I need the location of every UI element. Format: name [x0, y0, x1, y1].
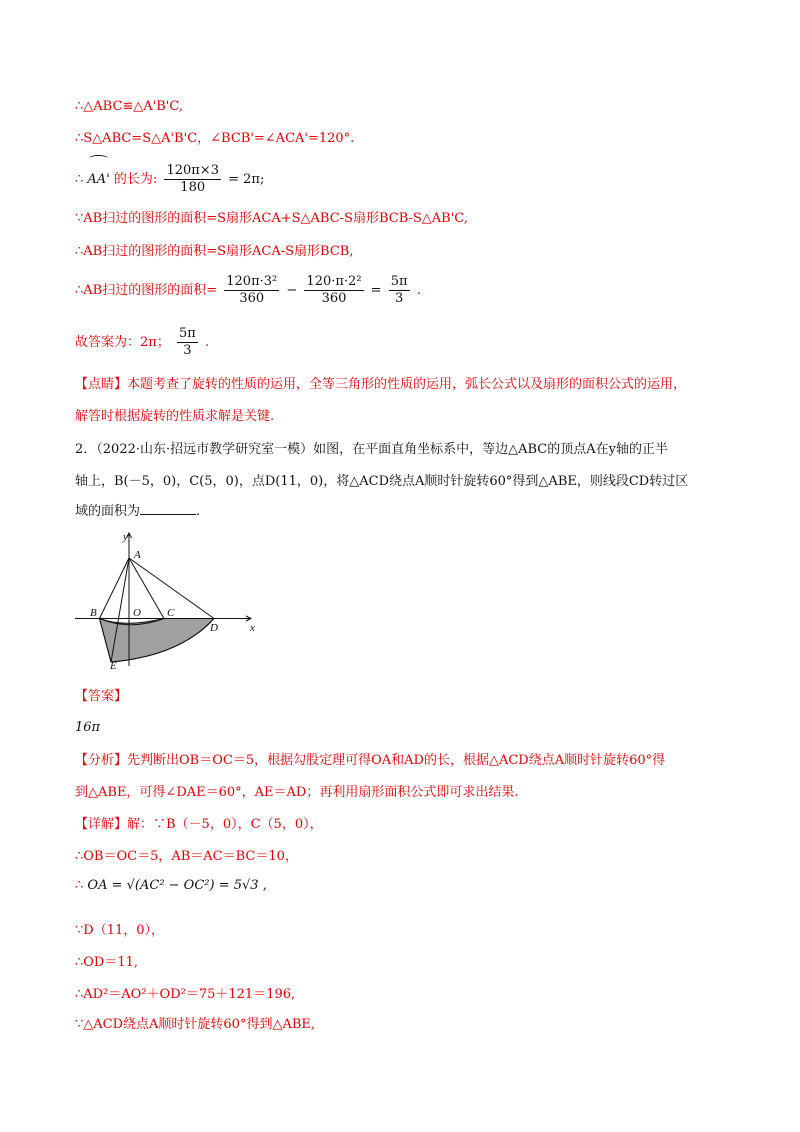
text: 故答案为：2π；: [75, 335, 170, 350]
analysis-line: 【分析】先判断出OB＝OC＝5，根据勾股定理可得OA和AD的长，根据△ACD绕点A顺时针旋转60°得: [75, 753, 666, 768]
question-line: [75, 503, 200, 521]
fraction-numerator: 120π·3²: [226, 274, 278, 289]
formula: OA = √(AC² − OC²) = 5√3: [87, 878, 259, 893]
period: .: [196, 504, 201, 519]
answer-value: 16π: [75, 720, 101, 735]
arc-label: AA': [87, 160, 109, 200]
fraction: [177, 326, 198, 359]
fraction: [224, 274, 279, 307]
detail-line: [75, 872, 267, 900]
fraction-numerator: 5π: [390, 274, 408, 289]
fraction-numerator: 120·π·2²: [306, 274, 362, 289]
geometry-figure: [70, 528, 270, 670]
label-y: y: [123, 531, 128, 543]
minus-sign: −: [286, 283, 298, 298]
label-D: D: [210, 622, 218, 634]
detail-line: 【详解】解：∵B（－5，0），C（5，0），: [75, 817, 323, 832]
fraction-denominator: 180: [180, 180, 206, 195]
fraction-denominator: 360: [321, 291, 347, 306]
solution-line: ∴△ABC≌△A'B'C,: [75, 99, 183, 114]
label-E: E: [110, 660, 117, 670]
answer-label: 【答案】: [75, 689, 128, 704]
fraction-denominator: 360: [239, 291, 265, 306]
detail-line: ∵D（11，0），: [75, 923, 165, 938]
comment-line: 【点睛】本题考查了旋转的性质的运用，全等三角形的性质的运用，弧长公式以及扇形的面积公式的运用，: [75, 377, 687, 392]
fraction-denominator: 3: [394, 291, 404, 306]
therefore-symbol: ∴: [75, 172, 84, 187]
fraction-denominator: 3: [183, 343, 192, 358]
text: ∴AB扫过的图形的面积=: [75, 283, 218, 298]
label-A: A: [134, 549, 141, 561]
detail-line: ∴OB＝OC＝5，AB＝AC＝BC＝10，: [75, 849, 298, 864]
label-x: x: [250, 622, 255, 634]
answer-blank: [140, 514, 196, 515]
solution-line: ∵AB扫过的图形的面积=S扇形ACA+S△ABC-S扇形BCB-S△AB'C,: [75, 211, 468, 226]
comma: ,: [262, 878, 267, 893]
question-line: 轴上，B(－5，0)，C(5，0)，点D(11，0)，将△ACD绕点A顺时针旋转60°得到△ABE，则线段CD转过区: [75, 474, 689, 489]
solution-line: ∴AB扫过的图形的面积=S扇形ACA-S扇形BCB,: [75, 244, 354, 259]
fraction: [164, 163, 221, 196]
equals-sign: =: [370, 283, 382, 298]
question-line: 2．（2022·山东·招远市教学研究室一模）如图，在平面直角坐标系中，等边△ABC的顶点A在y轴的正半: [75, 442, 668, 457]
text: = 2π;: [228, 172, 265, 187]
fraction: [304, 274, 363, 307]
solution-line: [75, 160, 264, 200]
label-B: B: [90, 607, 97, 619]
answer-line: [75, 322, 209, 364]
label-C: C: [167, 607, 175, 619]
detail-line: ∴AD²＝AO²＋OD²＝75＋121＝196,: [75, 987, 296, 1002]
detail-line: ∵△ACD绕点A顺时针旋转60°得到△ABE,: [75, 1017, 316, 1032]
fraction: [389, 274, 410, 307]
fraction-numerator: 120π×3: [166, 163, 219, 178]
text: 的长为:: [113, 172, 158, 187]
solution-line: [75, 270, 421, 312]
detail-line: ∴OD＝11,: [75, 955, 139, 970]
analysis-line: 到△ABE，可得∠DAE＝60°，AE＝AD；再利用扇形面积公式即可求出结果.: [75, 785, 519, 800]
solution-line: ∴S△ABC=S△A'B'C，∠BCB'=∠ACA'=120°.: [75, 131, 355, 146]
shaded-sector: [100, 619, 215, 663]
period: .: [416, 283, 421, 298]
text: 域的面积为: [75, 504, 141, 519]
therefore-symbol: ∴: [75, 878, 84, 893]
fraction-numerator: 5π: [178, 326, 196, 341]
segment-AB: [100, 558, 130, 619]
period: .: [204, 335, 210, 350]
label-O: O: [133, 607, 141, 619]
comment-line: 解答时根据旋转的性质求解是关键.: [75, 409, 275, 424]
